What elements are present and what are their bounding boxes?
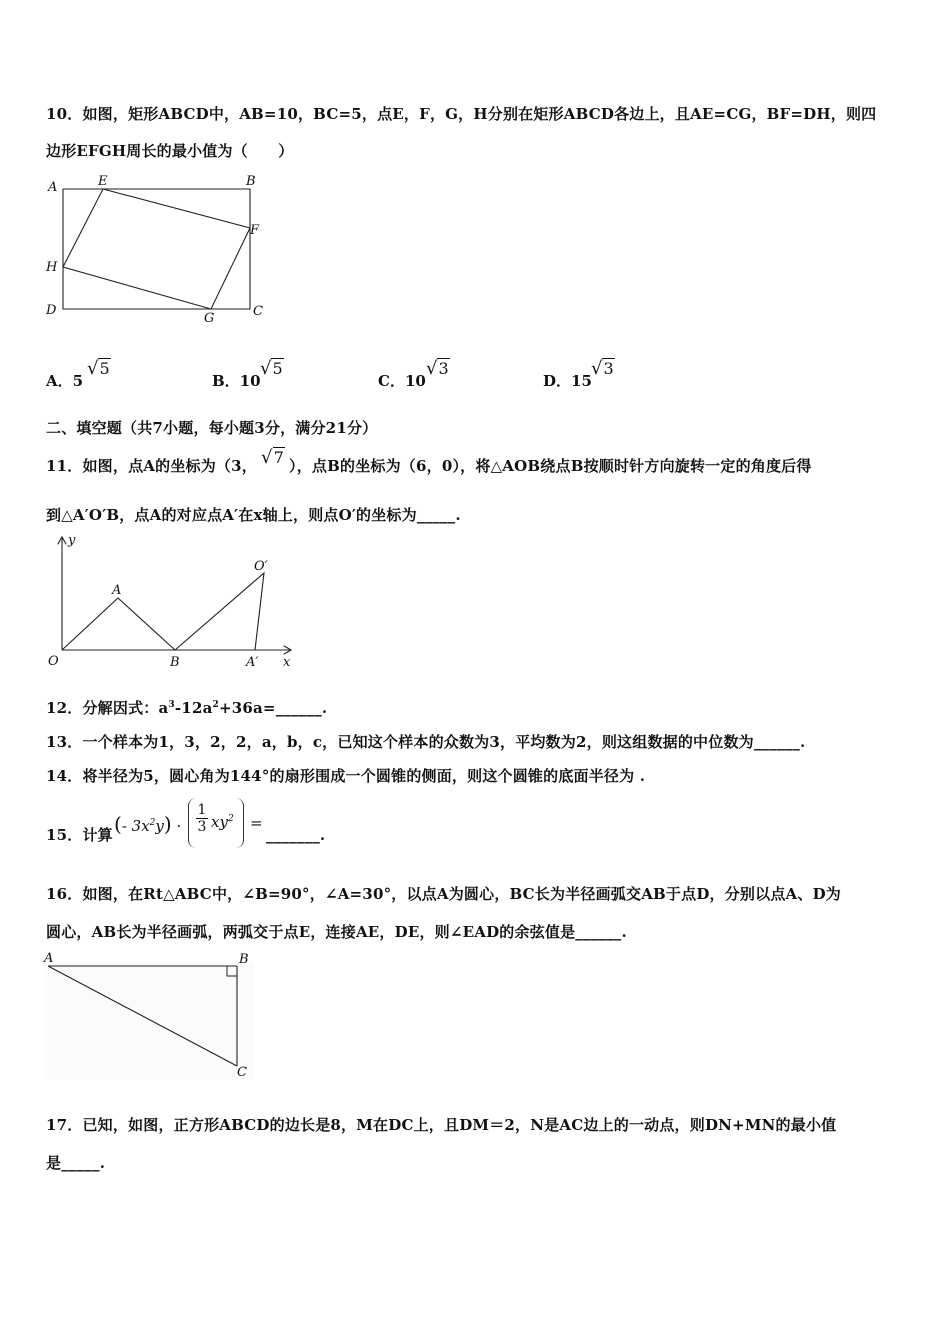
q11-line1-a: 11．如图，点A的坐标为（3， [46, 457, 257, 475]
q15-dot: · [176, 817, 182, 835]
triangle-aob [62, 598, 175, 650]
label-C: C [253, 304, 263, 319]
option-b-sqrt: √5 [260, 358, 283, 379]
q13-text: 13．一个样本为1，3，2，2，a，b，c，已知这个样本的众数为3，平均数为2，则这组数据的中位数为______. [46, 733, 806, 751]
q15-left-sup: 2 [149, 818, 156, 828]
q17-text-line2: 是_____. [46, 1154, 106, 1172]
q10-text-line2: 边形EFGH周长的最小值为（ ） [46, 142, 294, 160]
label-B: B [246, 174, 256, 189]
q11-text-line1 [46, 447, 812, 476]
q15-equals: = [250, 814, 263, 832]
q16-text-line1: 16．如图，在Rt△ABC中，∠B=90°，∠A=30°，以点A为圆心，BC长为半径画弧交AB于点D，分别以点A、D为 [46, 885, 841, 903]
label-x: x [283, 655, 291, 670]
option-c-sqrt: √3 [426, 358, 449, 379]
q12-part-b: -12a [174, 699, 213, 717]
option-d-label: D．15 [543, 372, 592, 390]
label-H: H [46, 260, 58, 275]
q10-option-a [46, 370, 83, 391]
q12-sup1: 3 [168, 700, 175, 710]
q10-option-b [212, 370, 261, 391]
q12-part-a: 12．分解因式：a [46, 699, 169, 717]
label-E: E [98, 174, 108, 189]
option-a-radicand: 5 [99, 359, 110, 378]
label-F: F [250, 223, 260, 238]
q11-text-line2: 到△A′O′B，点A的对应点A′在x轴上，则点O′的坐标为_____. [46, 506, 461, 524]
option-a-sqrt: √5 [87, 358, 110, 379]
q14-text: 14．将半径为5，圆心角为144°的扇形围成一个圆锥的侧面，则这个圆锥的底面半径为 . [46, 767, 646, 785]
q11-sqrt: √7 [260, 447, 285, 468]
q15-expression: (- $3x^2y$) · [114, 812, 182, 836]
q15-prefix: 15．计算 [46, 826, 113, 844]
quad-efgh [63, 189, 250, 309]
q10-option-d [543, 370, 592, 391]
label-y: y [68, 533, 76, 548]
label-a: A [112, 583, 122, 598]
q17-text-line1: 17．已知，如图，正方形ABCD的边长是8，M在DC上，且DM＝2，N是AC边上的一动点，则DN+MN的最小值 [46, 1116, 837, 1134]
label-o: O [48, 654, 59, 669]
label-C: C [237, 1065, 247, 1080]
q11-coordinate-figure [40, 530, 300, 672]
option-c-label: C．10 [378, 372, 426, 390]
q15-left-y: y [155, 817, 164, 835]
label-D: D [46, 303, 57, 318]
q15-right-term [211, 813, 234, 831]
q12-sup2: 2 [212, 700, 219, 710]
q10-text-line1: 10．如图，矩形ABCD中，AB=10，BC=5，点E，F，G，H分别在矩形ABCD各边上，且AE=CG，BF=DH，则四 [46, 105, 877, 123]
q15-fraction [196, 802, 208, 835]
label-b: B [170, 655, 180, 670]
label-A: A [44, 951, 54, 966]
rect-abcd [63, 189, 250, 309]
option-c-radicand: 3 [438, 359, 449, 378]
option-a-label: A．5 [46, 372, 84, 390]
q15-blank: _______. [266, 826, 326, 844]
section2-title: 二、填空题（共7小题，每小题3分，满分21分） [46, 419, 378, 437]
q15-frac-den: 3 [197, 819, 207, 835]
q16-text-line2: 圆心，AB长为半径画弧，两弧交于点E，连接AE，DE，则∠EAD的余弦值是______. [46, 923, 627, 941]
q11-radicand: 7 [273, 448, 285, 467]
q15-right: xy [211, 813, 228, 831]
label-G: G [204, 311, 215, 326]
option-d-sqrt: √3 [591, 358, 614, 379]
label-a-prime: A′ [246, 655, 259, 670]
q10-rectangle-figure [40, 170, 280, 330]
option-b-radicand: 5 [272, 359, 283, 378]
label-A: A [48, 180, 58, 195]
q15-left: - 3x [121, 817, 150, 835]
label-o-prime: O′ [254, 559, 268, 574]
option-d-radicand: 3 [603, 359, 614, 378]
q15-frac-num: 1 [197, 802, 207, 818]
triangle-a-prime-o-prime-b [175, 573, 264, 650]
option-b-label: B．10 [212, 372, 261, 390]
q11-line1-b: ），点B的坐标为（6，0），将△AOB绕点B按顺时针方向旋转一定的角度后得 [289, 457, 812, 475]
q16-triangle-figure [40, 948, 258, 1082]
q15-right-sup: 2 [227, 814, 234, 824]
q10-option-c [378, 370, 426, 391]
q12-text [46, 697, 327, 718]
label-B: B [239, 952, 249, 967]
q12-part-c: +36a=______. [218, 699, 328, 717]
